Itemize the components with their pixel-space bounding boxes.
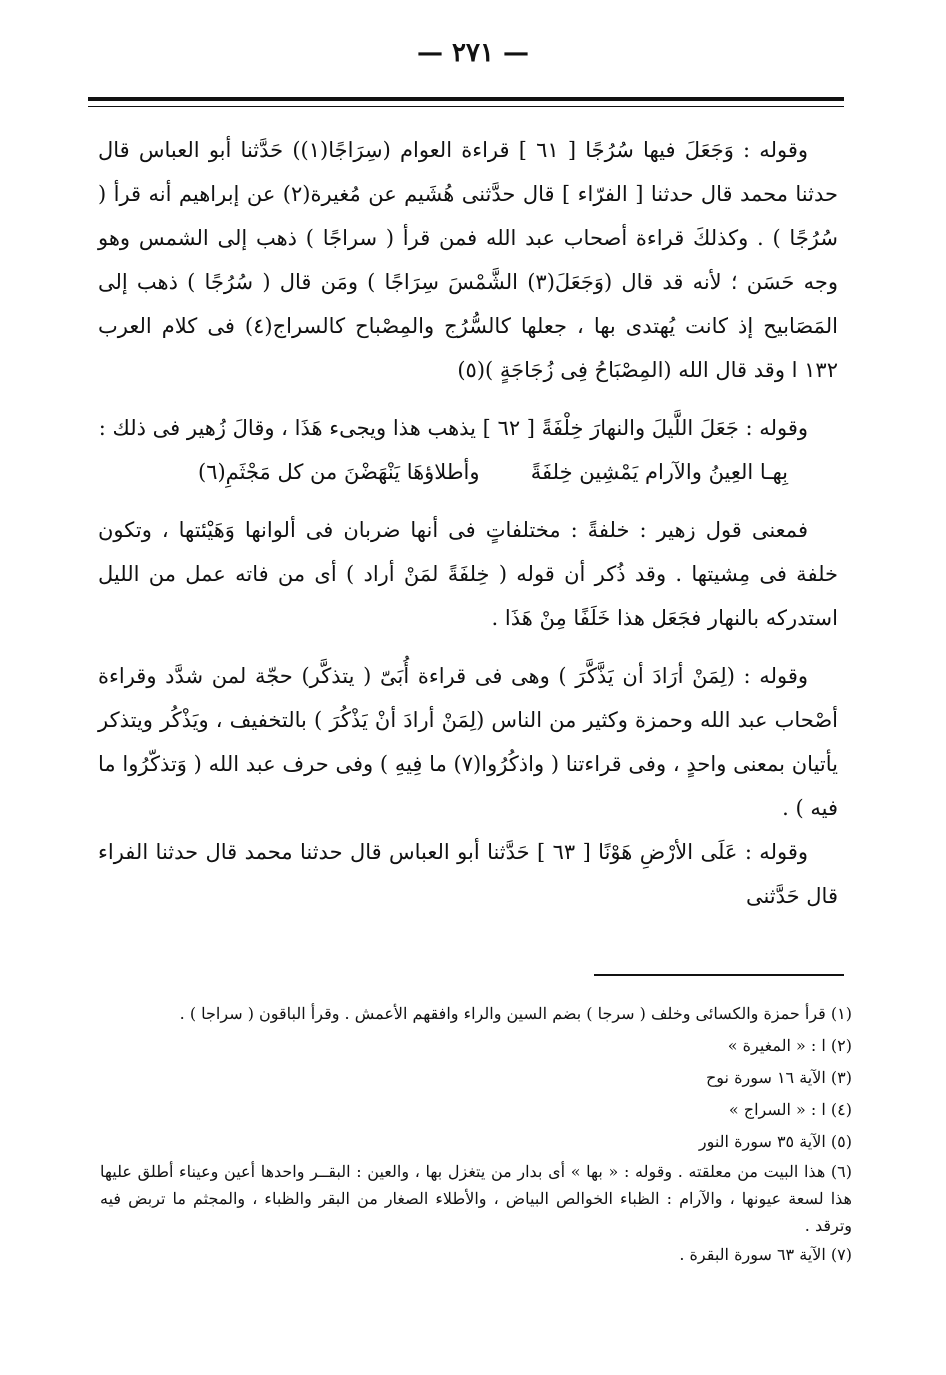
header-rule-thick bbox=[88, 97, 844, 101]
footnote-separator bbox=[594, 974, 844, 976]
paragraph-verse-61: وقوله : وَجَعَلَ فيها سُرُجًا [ ٦١ ] قراءة العوام (سِرَاجًا(١)) حَدَّثنا أبو العباس قال حدثنا محمد قال حدثنا [ الفرّاء ] قال حدَّثنى هُشَيم عن مُغيرة(٢) عن إبراهيم أنه قرأ ( سُرُجًا ) . وكذلكَ قراءة أصحاب عبد الله فمن قرأ ( سراجًا ) ذهب إلى الشمس وهو وجه حَسَن ؛ لأنه قد قال (وَجَعَلَ(٣) الشَّمْسَ سِرَاجًا ) ومَن قال ( سُرُجًا ) ذهب إلى المَصَابيح إذ كانت يُهتدى بها ، جعلها كالسُّرُج والمِصْباح كالسراج(٤) فى كلام العرب ١٣٢ ا وقد قال الله (المِصْبَاحُ فِى زُجَاجَةٍ )(٥) bbox=[98, 138, 838, 382]
header-rule-thin bbox=[88, 106, 844, 107]
poem-first-hemistich: بِهـا العِينُ والآرام يَمْشِين خِلفَةً bbox=[530, 460, 788, 484]
footnote-6: (٦) هذا البيت من معلقته . وقوله : « بها » أى بدار من يتغزل بها ، والعين : البقــر واحدها أعين وعيناء أطلق عليها هذا لسعة عيونها ، والآرام : الظباء الخوالص البياض ، والأطلاء الصغار من البقر والظباء ، والمجثم ما تربض فيه وترقد . bbox=[100, 1162, 852, 1235]
footnotes bbox=[100, 998, 852, 1271]
footnote-1: (١) قرأ حمزة والكسائى وخلف ( سرجا ) بضم السين والراء وافقهم الأعمش . وقرأ الباقون ( سراجا ) . bbox=[179, 1004, 852, 1023]
paragraph-yadhakkar: وقوله : (لِمَنْ أرَادَ أن يَذَّكَّرَ ) وهى فى قراءة أُبَىّ ( يتذكَّر) حجّة لمن شدَّد وقراءة أصْحاب عبد الله وحمزة وكثير من الناس (لِمَنْ أرادَ أنْ يَذْكُرَ ) بالتخفيف ، ويَذْكُر ويتذكر يأتيان بمعنى واحدٍ ، وفى قراءتنا ( واذكُرُوا(٧) ما فِيهِ ) وفى حرف عبد الله ( وَتذكّرُوا ما فيه ) . bbox=[98, 664, 839, 820]
footnote-2: (٢) ا : « المغيرة » bbox=[727, 1036, 852, 1055]
footnote-3: (٣) الآية ١٦ سورة نوح bbox=[705, 1068, 852, 1087]
page-number: — ٢٧١ — bbox=[416, 38, 530, 68]
footnote-5: (٥) الآية ٣٥ سورة النور bbox=[698, 1132, 852, 1151]
paragraph-verse-62: وقوله : جَعَلَ اللَّيلَ والنهارَ خِلْفَةً [ ٦٢ ] يذهب هذا ويجىء هَذَا ، وقالَ زُهير فى ذلك : bbox=[98, 416, 808, 440]
main-text bbox=[98, 128, 838, 918]
poem-second-hemistich: وأطلاؤهَا يَنْهَضْنَ من كل مَجْثَمِ(٦) bbox=[198, 460, 480, 484]
paragraph-zuhair-meaning: فمعنى قول زهير : خلفةً : مختلفاتٍ فى أنها ضربان فى ألوانها وَهَيْئتها ، وتكون خلفة فى مِشيتها . وقد ذُكر أن قوله ( خِلفَةً لمَنْ أراد ) أى من فاته عمل من الليل استدركه بالنهار فجَعَل هذا خَلَفًا مِنْ هَذَا . bbox=[98, 518, 838, 630]
footnote-4: (٤) ا : « السراج » bbox=[728, 1100, 852, 1119]
poem-line bbox=[98, 450, 838, 494]
paragraph-verse-63: وقوله : عَلَى الأرْضِ هَوْنًا [ ٦٣ ] حَدَّثنا أبو العباس قال حدثنا محمد قال حدثنا الفراء قال حَدَّثنى bbox=[98, 840, 838, 908]
footnote-7: (٧) الآية ٦٣ سورة البقرة . bbox=[679, 1245, 852, 1264]
